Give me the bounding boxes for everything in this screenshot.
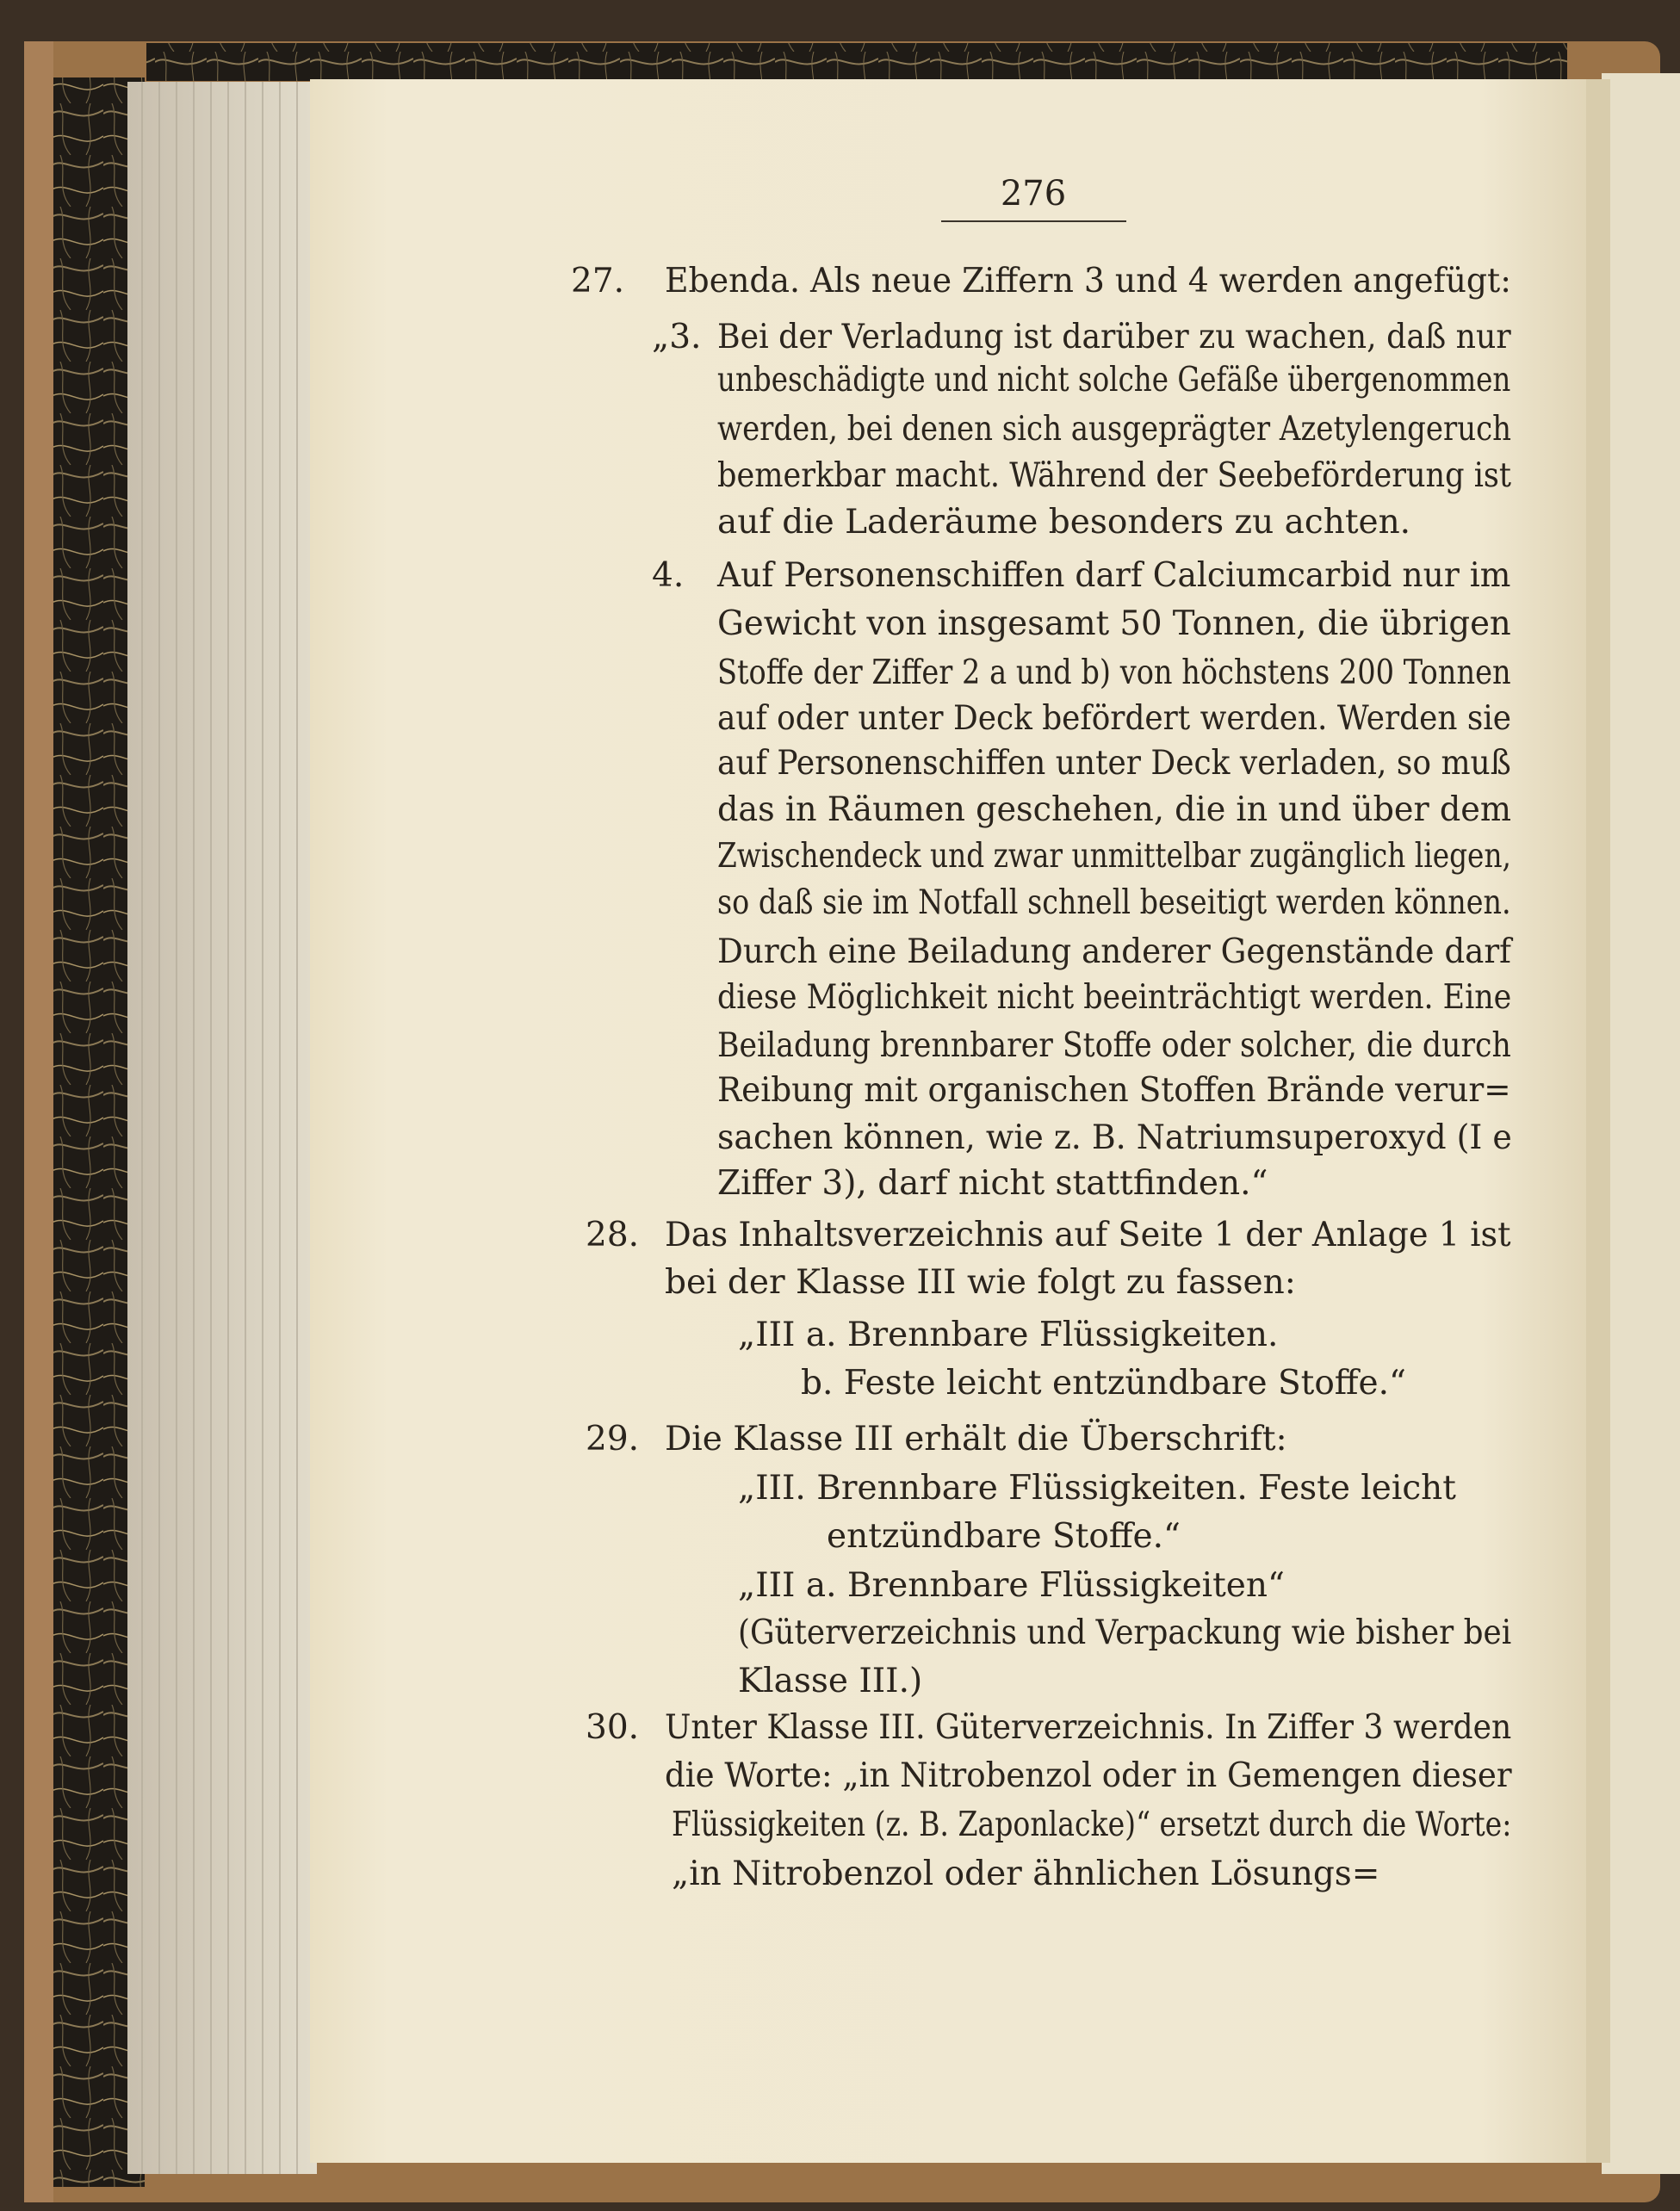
text-line: Gewicht von insgesamt 50 Tonnen, die übrigen xyxy=(717,604,1511,643)
text-line: Ebenda. Als neue Ziffern 3 und 4 werden angefügt: xyxy=(665,262,1511,300)
text-line: Unter Klasse III. Güterverzeichnis. In Ziffer 3 werden xyxy=(665,1708,1512,1747)
item-number: 28. xyxy=(586,1216,640,1254)
text-line: das in Räumen geschehen, die in und über dem xyxy=(717,790,1512,829)
text-line: „in Nitrobenzol oder ähnlichen Lösungs= xyxy=(672,1855,1380,1893)
text-line: auf Personenschiffen unter Deck verladen, so muß xyxy=(717,744,1511,783)
text-line: unbeschädigte und nicht solche Gefäße übergenommen xyxy=(717,361,1511,399)
text-line: auf die Laderäume besonders zu achten. xyxy=(717,503,1411,542)
text-line: auf oder unter Deck befördert werden. Werden sie xyxy=(717,699,1512,738)
text-line: Flüssigkeiten (z. B. Zaponlacke)“ ersetzt durch die Worte: xyxy=(672,1805,1512,1844)
text-line: so daß sie im Notfall schnell beseitigt werden können. xyxy=(717,883,1511,922)
item-number: „3. xyxy=(652,318,702,356)
text-line: Bei der Verladung ist darüber zu wachen, daß nur xyxy=(717,318,1511,356)
text-line: Die Klasse III erhält die Überschrift: xyxy=(665,1420,1287,1459)
item-number: 27. xyxy=(571,262,625,300)
text-line: „III a. Brennbare Flüssigkeiten. xyxy=(738,1316,1279,1354)
text-line: Reibung mit organischen Stoffen Brände verur= xyxy=(717,1071,1511,1110)
text-line: (Güterverzeichnis und Verpackung wie bisher bei xyxy=(738,1613,1512,1652)
text-line: Ziffer 3), darf nicht stattfinden.“ xyxy=(717,1164,1268,1203)
text-line: Durch eine Beiladung anderer Gegenstände darf xyxy=(717,932,1511,971)
item-number: 30. xyxy=(586,1708,640,1747)
text-line: werden, bei denen sich ausgeprägter Azetylengeruch xyxy=(717,410,1512,449)
page-number-rule xyxy=(941,220,1126,222)
item-number: 29. xyxy=(586,1420,640,1459)
text-line: die Worte: „in Nitrobenzol oder in Gemengen dieser xyxy=(665,1756,1512,1795)
text-line: sachen können, wie z. B. Natriumsuperoxyd (I e xyxy=(717,1118,1512,1157)
text-line: Zwischendeck und zwar unmittelbar zugänglich liegen, xyxy=(717,837,1511,876)
text-line: Auf Personenschiffen darf Calciumcarbid nur im xyxy=(717,556,1511,595)
text-line: diese Möglichkeit nicht beeinträchtigt werden. Eine xyxy=(717,978,1512,1017)
text-line: b. Feste leicht entzündbare Stoffe.“ xyxy=(801,1364,1406,1403)
text-line: Beiladung brennbarer Stoffe oder solcher, die durch xyxy=(717,1026,1511,1065)
text-line: Stoffe der Ziffer 2 a und b) von höchstens 200 Tonnen xyxy=(717,653,1511,692)
text-line: bei der Klasse III wie folgt zu fassen: xyxy=(665,1263,1296,1302)
text-line: Klasse III.) xyxy=(738,1662,923,1700)
item-number: 4. xyxy=(652,556,685,595)
text-line: „III. Brennbare Flüssigkeiten. Feste leicht xyxy=(738,1469,1456,1508)
page-number: 276 xyxy=(1000,174,1067,214)
text-line: Das Inhaltsverzeichnis auf Seite 1 der Anlage 1 ist xyxy=(665,1216,1511,1254)
text-line: bemerkbar macht. Während der Seebeförderung ist xyxy=(717,456,1511,495)
text-line: entzündbare Stoffe.“ xyxy=(827,1517,1181,1556)
text-line: „III a. Brennbare Flüssigkeiten“ xyxy=(738,1566,1285,1605)
